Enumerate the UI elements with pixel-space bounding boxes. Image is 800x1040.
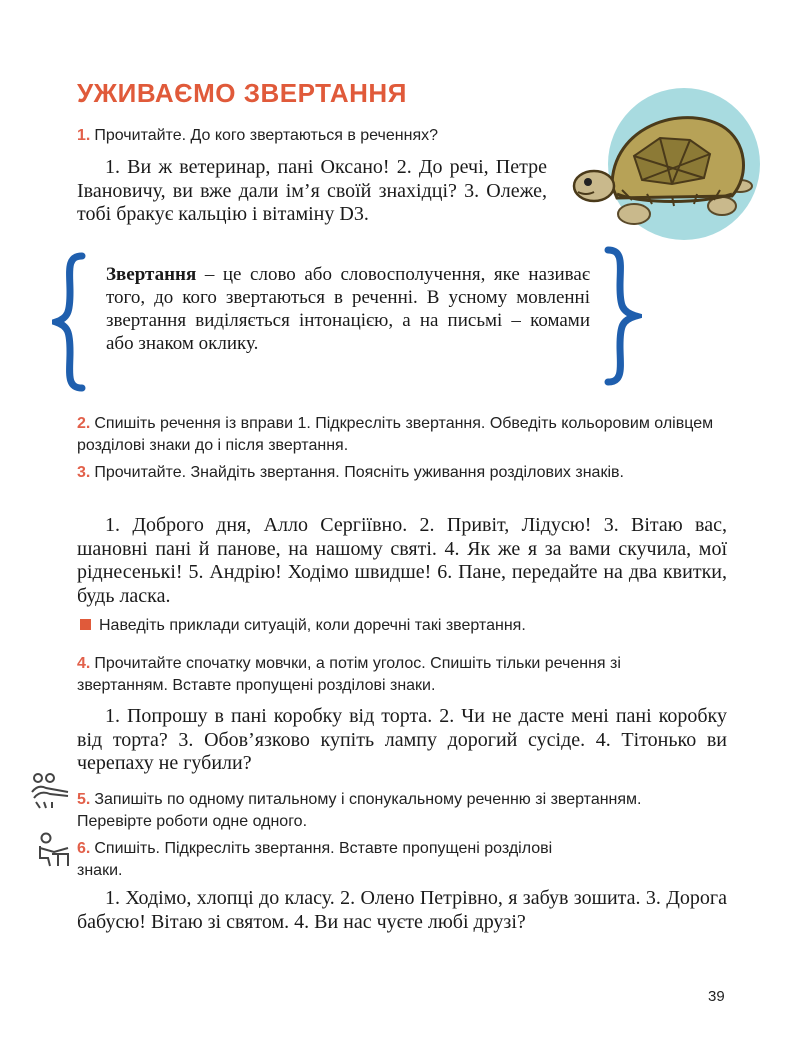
task-4-instruction: Прочитайте спочатку мовчки, а потім уголос. Спишіть тільки речення зі звертанням. Вставте пропущені розділові знаки. bbox=[77, 655, 621, 694]
task-3-number: 3. bbox=[77, 464, 91, 481]
right-brace-icon bbox=[602, 246, 642, 386]
bullet-task bbox=[80, 615, 720, 637]
left-brace-icon bbox=[52, 252, 86, 392]
task-6-instruction: Спишіть. Підкресліть звертання. Вставте пропущені розділові знаки. bbox=[77, 840, 553, 879]
individual-work-icon bbox=[32, 832, 72, 868]
exercise-1-text: 1. Ви ж ветеринар, пані Оксано! 2. До речі, Петре Івановичу, ви вже дали ім’я своїй знахідці? 3. Олеже, тобі бракує кальцію і вітаміну D3. bbox=[77, 156, 547, 225]
exercise-3-text: 1. Доброго дня, Алло Сергіївно. 2. Привіт, Лідусю! 3. Вітаю вас, шановні пані й панове, на нашому святі. 4. Як же я за вами скучила, мої ріднесенькі! 5. Андрію! Ходімо швидше! 6. Пане, передайте на два квитки, будь ласка. bbox=[77, 514, 727, 607]
task-5 bbox=[77, 789, 677, 833]
rule-text: – це слово або словосполучення, яке називає того, до кого звертаються в реченні. В усному мовленні звертання виділяється інтонацією, а на письмі – комами або знаком оклику. bbox=[106, 264, 590, 354]
task-2-number: 2. bbox=[77, 415, 91, 432]
page-number: 39 bbox=[708, 988, 725, 1005]
task-3 bbox=[77, 462, 717, 484]
task-2 bbox=[77, 413, 717, 457]
task-1-instruction: Прочитайте. До кого звертаються в реченнях? bbox=[94, 127, 438, 144]
exercise-6-text: 1. Ходімо, хлопці до класу. 2. Олено Петрівно, я забув зошита. 3. Дорога бабусю! Вітаю зі святом. 4. Ви нас чуєте любі друзі? bbox=[77, 887, 727, 933]
task-6 bbox=[77, 838, 597, 882]
bullet-text: Наведіть приклади ситуацій, коли доречні такі звертання. bbox=[99, 617, 526, 634]
task-4-number: 4. bbox=[77, 655, 91, 672]
task-5-number: 5. bbox=[77, 791, 91, 808]
task-3-instruction: Прочитайте. Знайдіть звертання. Поясніть уживання розділових знаків. bbox=[94, 464, 624, 481]
bullet-square-icon bbox=[80, 619, 91, 630]
task-2-instruction: Спишіть речення із вправи 1. Підкресліть звертання. Обведіть кольоровим олівцем розділові знаки до і після звертання. bbox=[77, 415, 714, 454]
task-4 bbox=[77, 653, 677, 697]
pair-work-icon bbox=[28, 772, 74, 810]
rule-term: Звертання bbox=[106, 264, 197, 285]
task-6-number: 6. bbox=[77, 840, 91, 857]
exercise-4-text: 1. Попрошу в пані коробку від торта. 2. Чи не дасте мені пані коробку від торта? 3. Обов’язково купіть лампу дорогий сусіде. 4. Тітонько ви черепаху не губили? bbox=[77, 705, 727, 774]
task-1-number: 1. bbox=[77, 127, 91, 144]
task-1 bbox=[77, 125, 567, 147]
rule-definition bbox=[106, 263, 590, 355]
task-5-instruction: Запишіть по одному питальному і спонукальному реченню зі звертанням. Перевірте роботи одне одного. bbox=[77, 791, 642, 830]
page-title: УЖИВАЄМО ЗВЕРТАННЯ bbox=[77, 78, 407, 108]
turtle-illustration bbox=[572, 86, 762, 250]
